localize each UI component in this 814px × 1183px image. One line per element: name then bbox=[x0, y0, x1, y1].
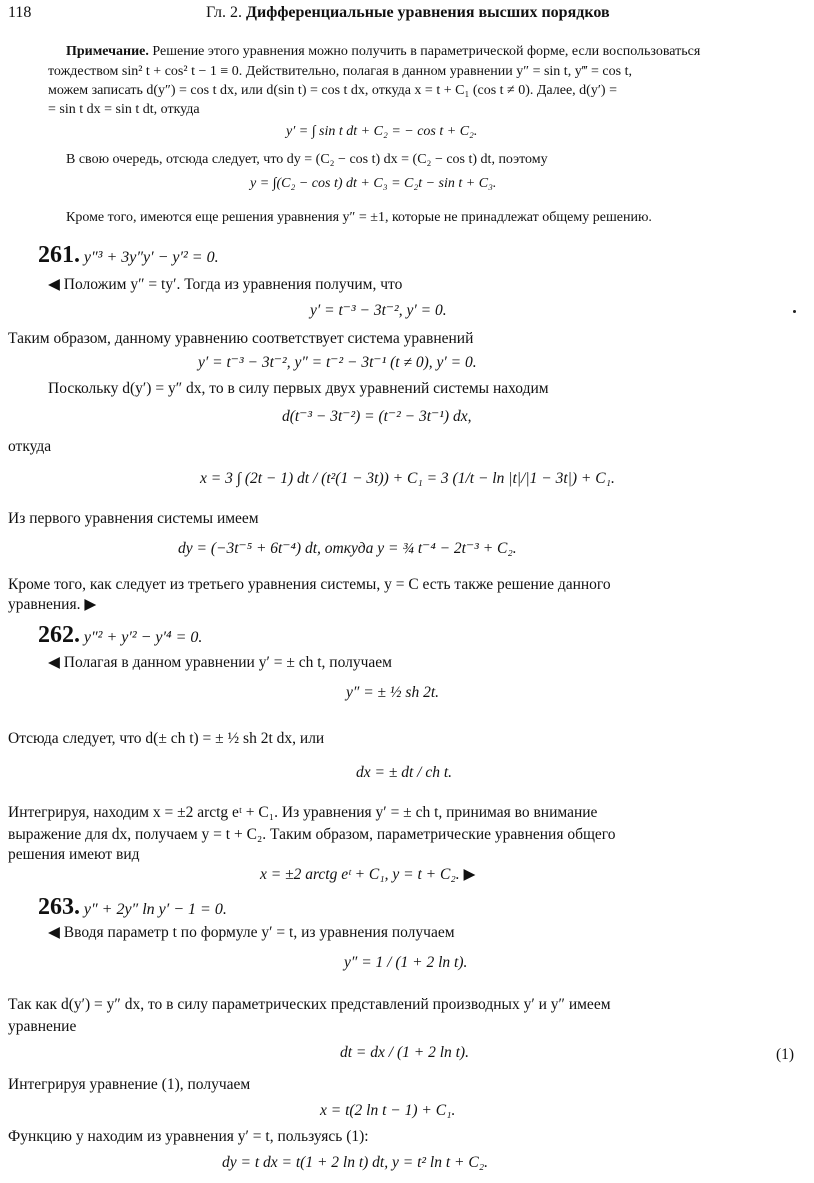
note-formula-2: y = ∫(C₂ − cos t) dt + C₃ = C₂t − sin t + C₃. bbox=[250, 176, 497, 191]
p261-line-2: Таким образом, данному уравнению соответствует система уравнений bbox=[8, 330, 474, 347]
problem-263-heading bbox=[38, 894, 227, 922]
p262-line-3: Интегрируя, находим x = ±2 arctg eᵗ + C₁. Из уравнения y′ = ± ch t, принимая во внимание bbox=[8, 804, 598, 821]
problem-261-heading bbox=[38, 242, 219, 270]
p262-line-1: ◀ Полагая в данном уравнении y′ = ± ch t, получаем bbox=[48, 654, 392, 671]
note-text-1: Решение этого уравнения можно получить в параметрической форме, если воспользоваться bbox=[152, 44, 701, 59]
note-line-6: Кроме того, имеются еще решения уравнения y″ = ±1, которые не принадлежат общему решению. bbox=[66, 210, 652, 225]
p263-formula-2: dt = dx / (1 + 2 ln t). bbox=[340, 1044, 469, 1061]
p263-line-5: Функцию y находим из уравнения y′ = t, пользуясь (1): bbox=[8, 1128, 369, 1145]
p261-line-4: откуда bbox=[8, 438, 52, 455]
p261-line-6: Кроме того, как следует из третьего уравнения системы, y = C есть также решение данного bbox=[8, 576, 611, 593]
p261-formula-1: y′ = t⁻³ − 3t⁻², y′ = 0. bbox=[310, 302, 447, 319]
chapter-prefix: Гл. 2. bbox=[206, 4, 243, 21]
note-line-2: тождеством sin² t + cos² t − 1 ≡ 0. Действительно, полагая в данном уравнении y″ = sin t, y‴ = cos t, bbox=[48, 64, 632, 79]
note-line-5: В свою очередь, отсюда следует, что dy = (C₂ − cos t) dx = (C₂ − cos t) dt, поэтому bbox=[66, 152, 548, 167]
problem-number: 263. bbox=[38, 894, 80, 920]
p262-formula-1: y″ = ± ½ sh 2t. bbox=[346, 684, 440, 701]
p261-line-7: уравнения. ▶ bbox=[8, 596, 97, 613]
p261-line-1: ◀ Положим y″ = ty′. Тогда из уравнения получим, что bbox=[48, 276, 403, 293]
p263-equation-tag: (1) bbox=[776, 1046, 795, 1063]
problem-equation: y″² + y′² − y′⁴ = 0. bbox=[83, 629, 203, 646]
note-label: Примечание. bbox=[66, 44, 149, 59]
p261-formula-4: x = 3 ∫ (2t − 1) dt / (t²(1 − 3t)) + C₁ = 3 (1/t − ln |t|/|1 − 3t|) + C₁. bbox=[200, 470, 615, 487]
note-formula-1: y′ = ∫ sin t dt + C₂ = − cos t + C₂. bbox=[286, 124, 478, 139]
problem-number: 261. bbox=[38, 242, 80, 268]
chapter-title: Дифференциальные уравнения высших порядков bbox=[246, 4, 610, 21]
running-header bbox=[206, 4, 610, 22]
problem-number: 262. bbox=[38, 622, 80, 648]
p262-formula-3: x = ±2 arctg eᵗ + C₁, y = t + C₂. ▶ bbox=[260, 866, 476, 883]
p263-line-2: Так как d(y′) = y″ dx, то в силу параметрических представлений производных y′ и y″ имеем bbox=[8, 996, 611, 1013]
p262-line-2: Отсюда следует, что d(± ch t) = ± ½ sh 2t dx, или bbox=[8, 730, 325, 747]
note-line-3: можем записать d(y″) = cos t dx, или d(sin t) = cos t dx, откуда x = t + C₁ (cos t ≠ 0). Далее, d(y′) = bbox=[48, 83, 617, 98]
p261-formula-3: d(t⁻³ − 3t⁻²) = (t⁻² − 3t⁻¹) dx, bbox=[282, 408, 472, 425]
note-line-4: = sin t dx = sin t dt, откуда bbox=[48, 102, 200, 117]
p263-line-4: Интегрируя уравнение (1), получаем bbox=[8, 1076, 251, 1093]
p262-line-4: выражение для dx, получаем y = t + C₂. Таким образом, параметрические уравнения общего bbox=[8, 826, 616, 843]
p263-line-3: уравнение bbox=[8, 1018, 77, 1035]
p262-line-5: решения имеют вид bbox=[8, 846, 140, 863]
p261-line-5: Из первого уравнения системы имеем bbox=[8, 510, 259, 527]
p263-formula-3: x = t(2 ln t − 1) + C₁. bbox=[320, 1102, 456, 1119]
problem-262-heading bbox=[38, 622, 202, 650]
page-number: 118 bbox=[8, 4, 32, 21]
scan-speck bbox=[793, 310, 796, 313]
problem-equation: y″ + 2y″ ln y′ − 1 = 0. bbox=[83, 901, 227, 918]
p263-formula-4: dy = t dx = t(1 + 2 ln t) dt, y = t² ln t + C₂. bbox=[222, 1154, 488, 1171]
p261-line-3: Поскольку d(y′) = y″ dx, то в силу первых двух уравнений системы находим bbox=[48, 380, 549, 397]
p263-line-1: ◀ Вводя параметр t по формуле y′ = t, из уравнения получаем bbox=[48, 924, 455, 941]
note-line-1 bbox=[66, 44, 700, 60]
p262-formula-2: dx = ± dt / ch t. bbox=[356, 764, 453, 781]
p261-formula-5: dy = (−3t⁻⁵ + 6t⁻⁴) dt, откуда y = ¾ t⁻⁴ − 2t⁻³ + C₂. bbox=[178, 540, 517, 557]
problem-equation: y″³ + 3y″y′ − y′² = 0. bbox=[83, 249, 219, 266]
p261-formula-2: y′ = t⁻³ − 3t⁻², y″ = t⁻² − 3t⁻¹ (t ≠ 0), y′ = 0. bbox=[198, 354, 477, 371]
p263-formula-1: y″ = 1 / (1 + 2 ln t). bbox=[344, 954, 468, 971]
